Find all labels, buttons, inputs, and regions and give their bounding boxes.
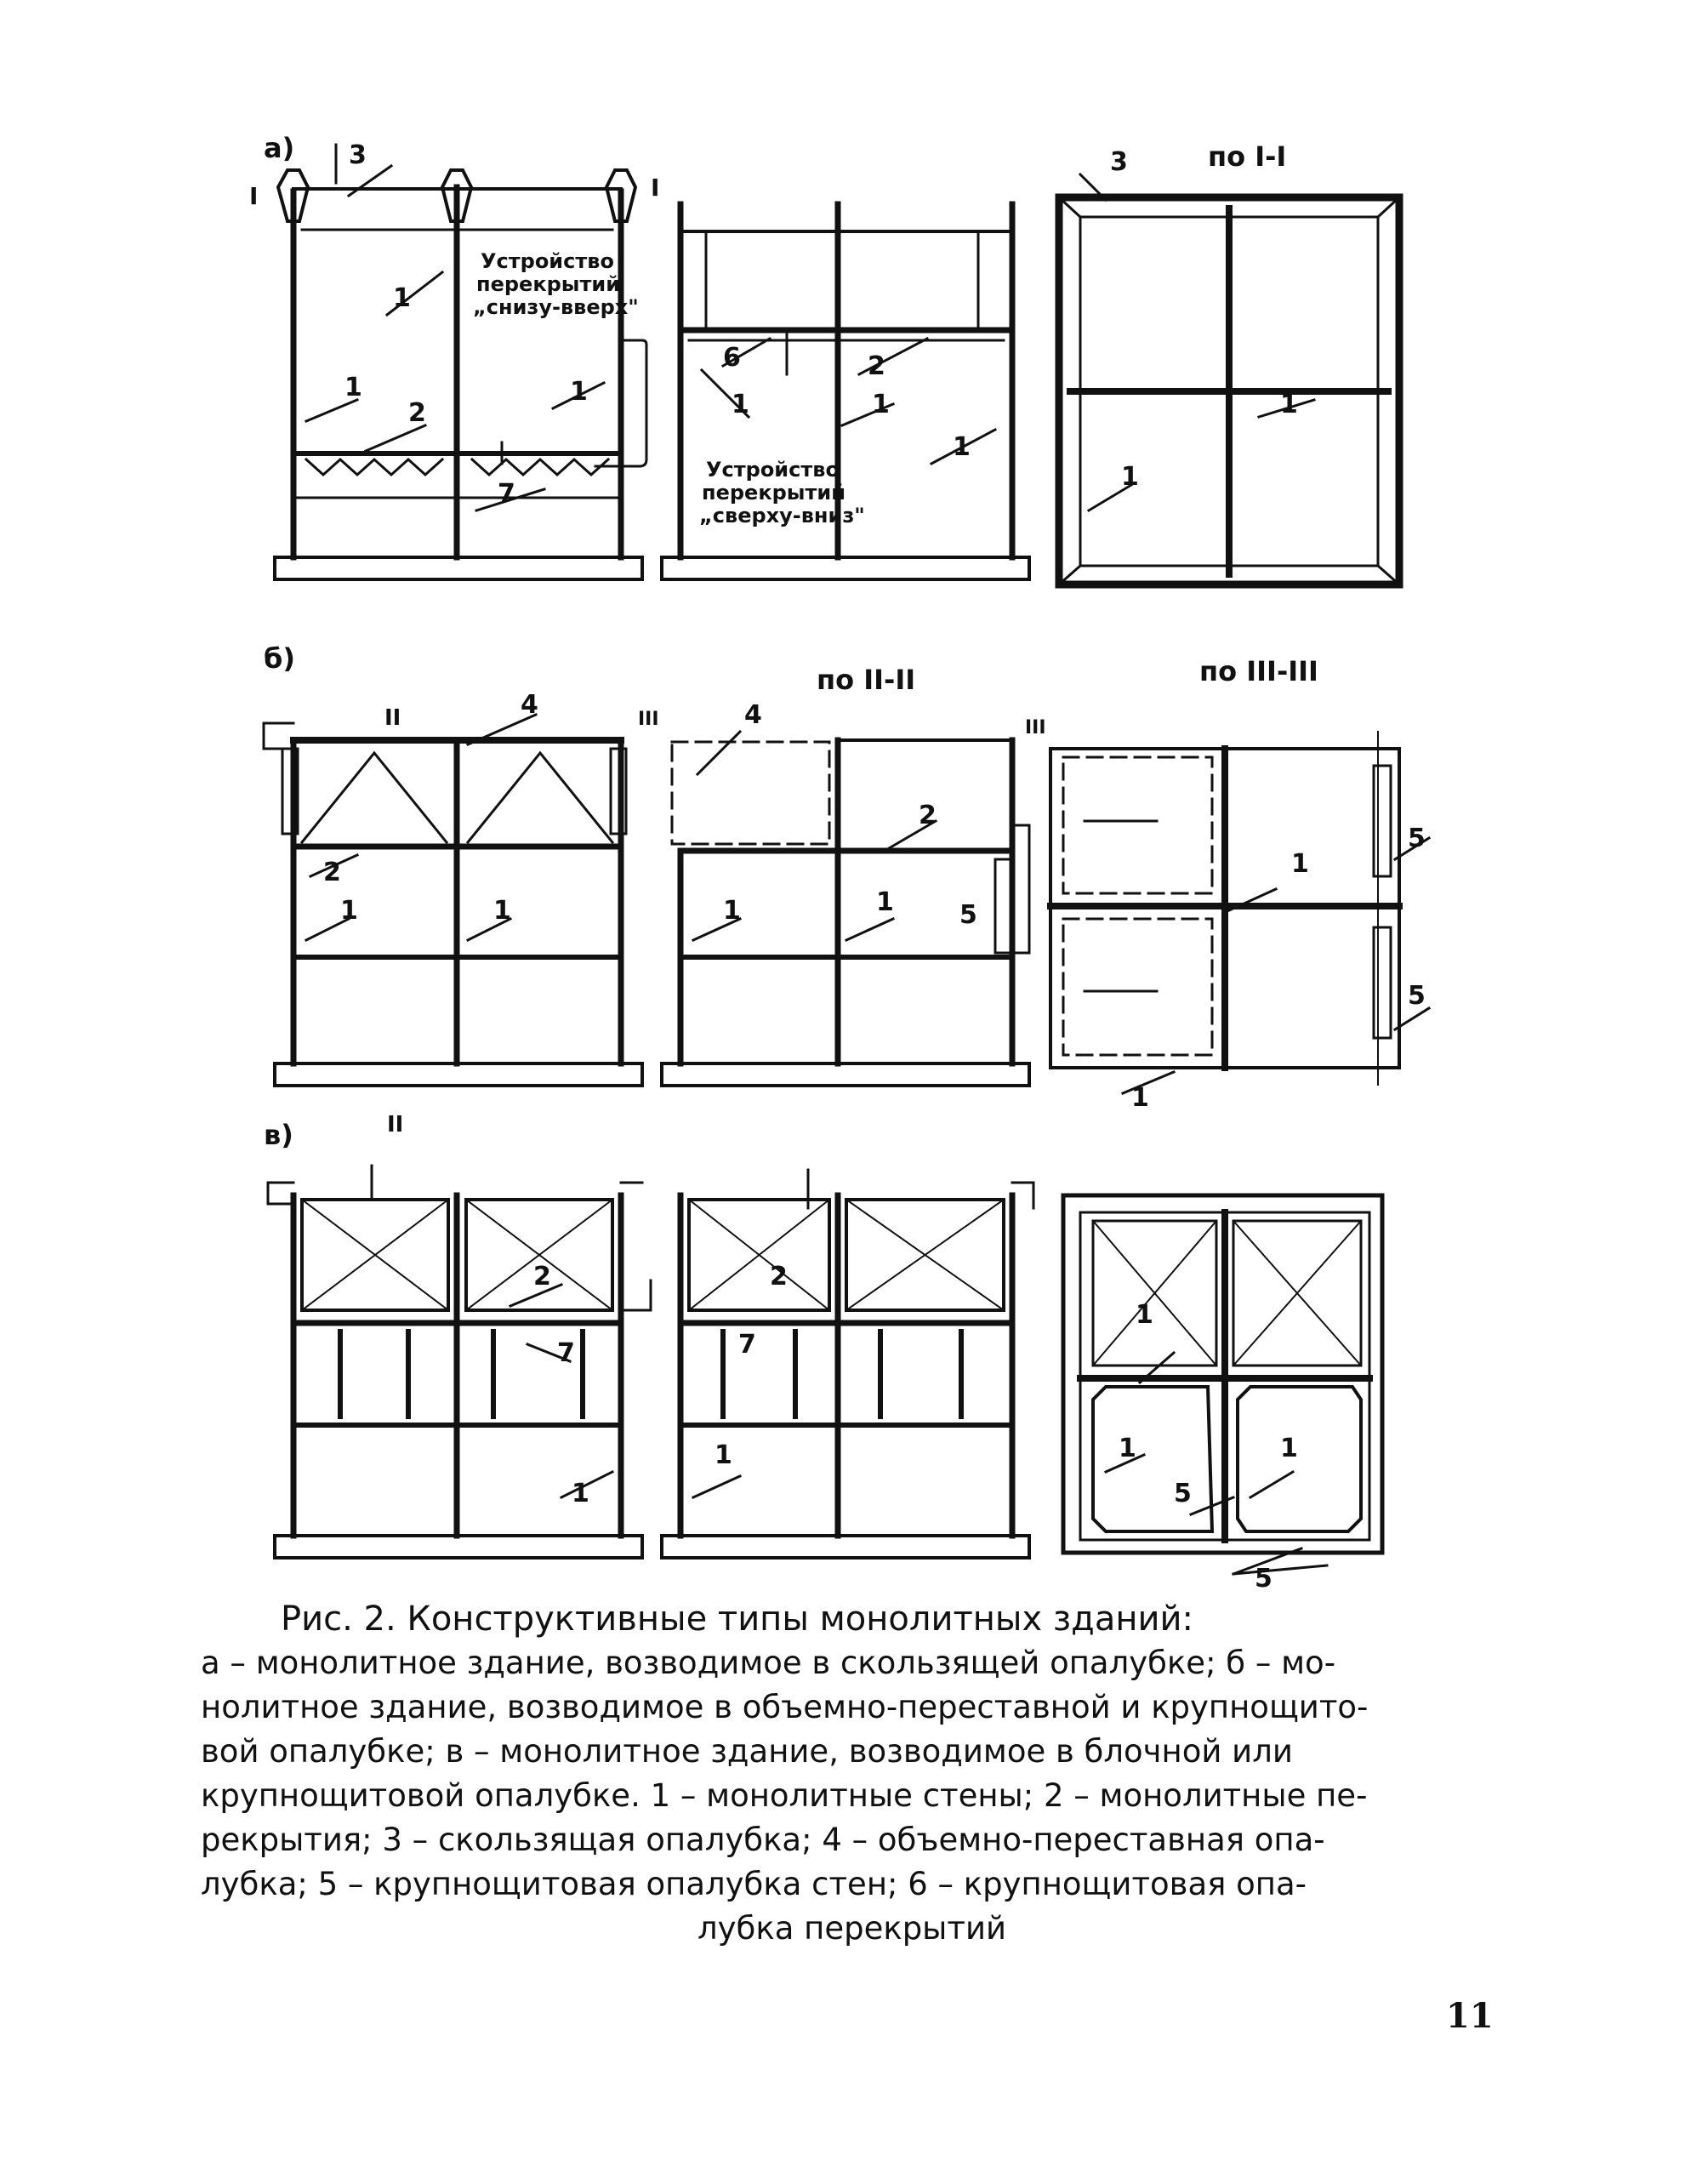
callout-a-6: 6: [723, 343, 741, 373]
callout-v-1e: 1: [1280, 1434, 1298, 1463]
callout-a-1g: 1: [1280, 390, 1298, 419]
annotation-top-down-3: „сверху-вниз": [699, 504, 865, 527]
panel-a-plan: [1059, 174, 1399, 584]
callout-a-2: 2: [408, 398, 426, 428]
callout-a-1c: 1: [570, 377, 588, 407]
callout-a-7: 7: [498, 479, 515, 509]
figure-caption-line: лубка; 5 – крупнощитовая опалубка стен; 6 – крупнощитовая опа-: [201, 1866, 1307, 1902]
figure-caption-line: а – монолитное здание, возводимое в скользящей опалубке; б – мо-: [201, 1645, 1336, 1681]
panel-v-elevation-2: [662, 1170, 1033, 1558]
callout-b-1b: 1: [493, 896, 511, 926]
figure-caption-line: вой опалубке; в – монолитное здание, возводимое в блочной или: [201, 1733, 1293, 1770]
callout-v-7b: 7: [738, 1330, 756, 1360]
panel-v-plan: [1063, 1195, 1382, 1574]
callout-b-1c: 1: [723, 896, 741, 926]
annotation-bottom-up-2: перекрытий: [476, 272, 621, 296]
callout-a-3: 3: [349, 140, 367, 170]
panel-b-elevation: [264, 715, 642, 1086]
panel-b-plan: [1050, 732, 1429, 1093]
callout-a-1e: 1: [872, 390, 890, 419]
callout-a-1a: 1: [393, 283, 411, 313]
panel-label-b: б): [264, 642, 295, 675]
section-mark-II-v: II: [387, 1112, 404, 1138]
callout-v-5: 5: [1174, 1479, 1192, 1508]
section-mark-I-right: I: [651, 174, 660, 202]
callout-v-2b: 2: [770, 1262, 788, 1291]
figure-caption-line: крупнощитовой опалубке. 1 – монолитные стены; 2 – монолитные пе-: [201, 1777, 1368, 1814]
callout-a-2b: 2: [868, 351, 885, 381]
section-mark-I-left: I: [249, 182, 259, 210]
callout-a-1h: 1: [1121, 462, 1139, 492]
callout-b-1e: 1: [1291, 849, 1309, 879]
figure-caption-line: рекрытия; 3 – скользящая опалубка; 4 – объемно-переставная опа-: [201, 1822, 1325, 1858]
callout-v-1d: 1: [1119, 1434, 1136, 1463]
callout-b-2b: 2: [919, 801, 937, 830]
callout-b-4: 4: [521, 690, 538, 720]
callout-b-5b: 5: [1408, 824, 1426, 853]
callout-b-5c: 5: [1408, 981, 1426, 1011]
callout-v-1b: 1: [715, 1440, 732, 1470]
page-number: 11: [1446, 1996, 1494, 2036]
callout-v-5b: 5: [1255, 1564, 1272, 1594]
callout-v-1a: 1: [572, 1479, 589, 1508]
annotation-bottom-up-3: „снизу-вверх": [473, 295, 639, 319]
figure-caption-last-line: лубка перекрытий: [697, 1910, 1007, 1947]
callout-a-1b: 1: [344, 373, 362, 402]
callout-b-2: 2: [323, 858, 341, 887]
section-label-1: по I-I: [1208, 140, 1287, 173]
annotation-top-down-2: перекрытий: [702, 481, 846, 505]
callout-v-1c: 1: [1136, 1300, 1153, 1330]
section-mark-III-right: III: [1025, 717, 1046, 738]
callout-a-1f: 1: [953, 432, 971, 462]
panel-label-v: в): [264, 1119, 293, 1151]
panel-label-a: а): [264, 132, 295, 164]
section-mark-II-b: II: [384, 705, 401, 731]
panel-a-elevation: [275, 145, 646, 579]
callout-b-4b: 4: [744, 700, 762, 730]
section-label-3: по III-III: [1199, 655, 1318, 687]
figure-caption-title: Рис. 2. Конструктивные типы монолитных зданий:: [281, 1599, 1193, 1639]
section-label-2: по II-II: [817, 664, 916, 696]
callout-a-1d: 1: [732, 390, 749, 419]
callout-b-5: 5: [959, 900, 977, 930]
callout-a-3b: 3: [1110, 147, 1128, 177]
figure-caption-line: нолитное здание, возводимое в объемно-переставной и крупнощито-: [201, 1689, 1369, 1725]
callout-v-7: 7: [557, 1338, 575, 1368]
section-mark-III-left: III: [638, 709, 659, 730]
callout-b-1d: 1: [876, 887, 894, 917]
panel-v-elevation: [268, 1166, 651, 1558]
callout-v-2: 2: [533, 1262, 551, 1291]
annotation-bottom-up-1: Устройство: [481, 249, 614, 273]
callout-b-1a: 1: [340, 896, 358, 926]
annotation-top-down-1: Устройство: [706, 458, 840, 482]
callout-b-1f: 1: [1131, 1083, 1149, 1113]
